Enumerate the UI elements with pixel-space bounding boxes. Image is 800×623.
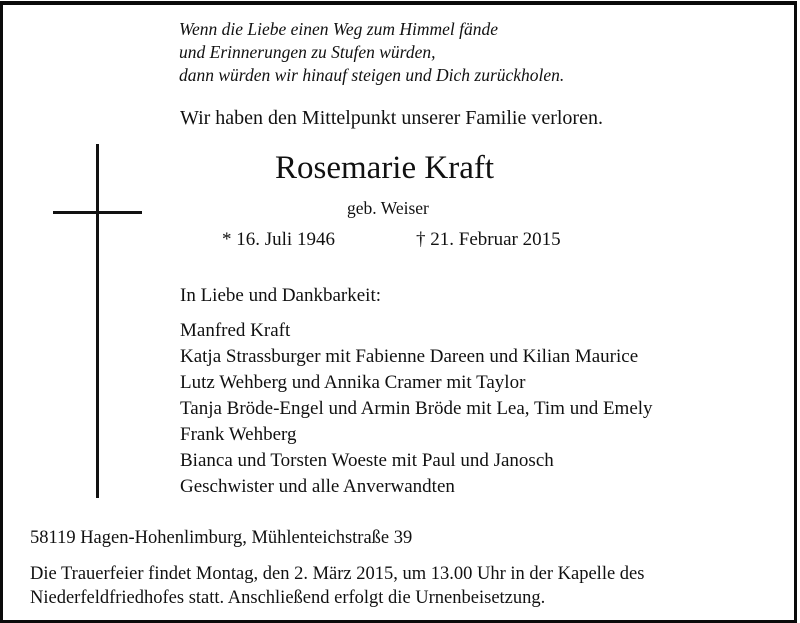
birth-date: * 16. Juli 1946 <box>222 229 335 250</box>
address: 58119 Hagen-Hohenlimburg, Mühlenteichstraße 39 <box>30 528 413 548</box>
poem-line: dann würden wir hinauf steigen und Dich zurückholen. <box>179 65 565 85</box>
poem <box>179 18 564 87</box>
mourner: Katja Strassburger mit Fabienne Dareen und Kilian Maurice <box>180 346 639 367</box>
maiden-name: geb. Weiser <box>347 198 429 218</box>
deceased-name: Rosemarie Kraft <box>275 150 494 186</box>
cross-icon-crossbar <box>53 211 142 214</box>
poem-line: Wenn die Liebe einen Weg zum Himmel fände <box>179 19 498 39</box>
mourner: Bianca und Torsten Woeste mit Paul und Janosch <box>180 450 554 471</box>
mourner: Frank Wehberg <box>180 424 297 445</box>
funeral-notice-line: Die Trauerfeier findet Montag, den 2. März 2015, um 13.00 Uhr in der Kapelle des <box>30 564 645 584</box>
mourner: Lutz Wehberg und Annika Cramer mit Taylor <box>180 372 526 393</box>
mourners-list <box>180 318 653 500</box>
death-date: † 21. Februar 2015 <box>416 229 561 250</box>
funeral-notice-line: Niederfeldfriedhofes statt. Anschließend erfolgt die Urnenbeisetzung. <box>30 588 546 608</box>
thanks-heading: In Liebe und Dankbarkeit: <box>180 285 382 306</box>
mourner: Geschwister und alle Anverwandten <box>180 476 455 497</box>
mourner: Manfred Kraft <box>180 320 291 341</box>
poem-line: und Erinnerungen zu Stufen würden, <box>179 42 436 62</box>
mourner: Tanja Bröde-Engel und Armin Bröde mit Lea, Tim und Emely <box>180 398 653 419</box>
intro-text: Wir haben den Mittelpunkt unserer Familie verloren. <box>180 107 603 129</box>
cross-icon <box>96 144 99 498</box>
funeral-notice <box>30 562 644 610</box>
